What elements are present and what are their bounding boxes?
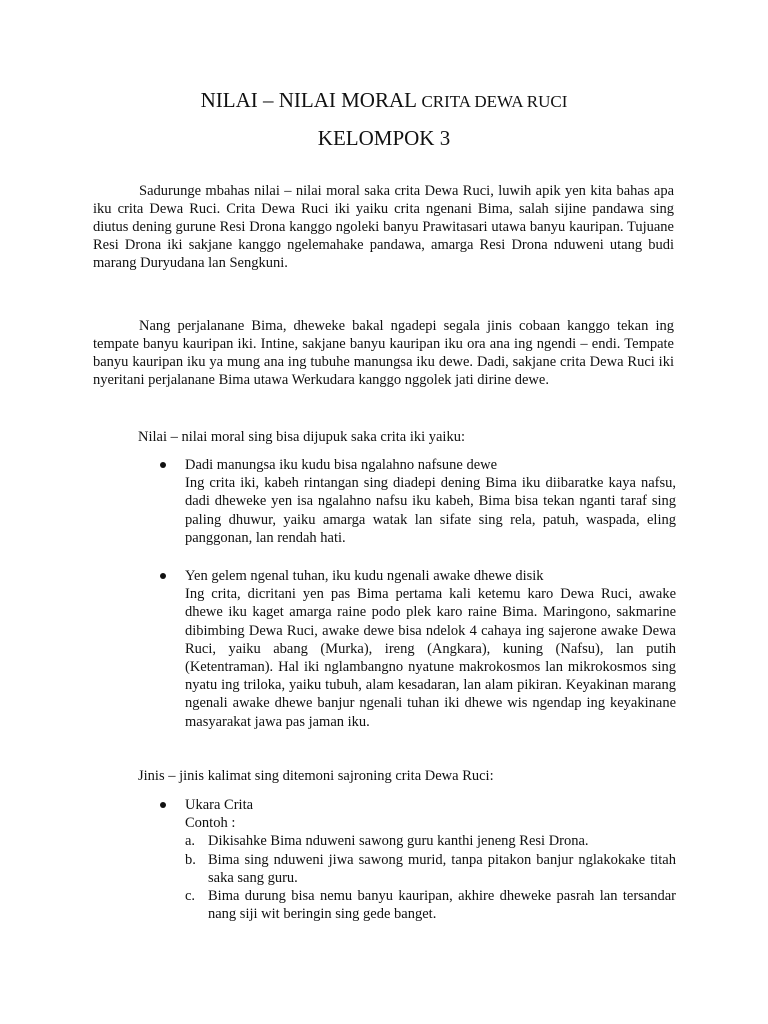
example-marker: a. — [185, 833, 196, 850]
list-item-heading: Yen gelem ngenal tuhan, iku kudu ngenali awake dhewe disik — [185, 568, 544, 584]
example-label: Contoh : — [185, 815, 236, 832]
document-title — [0, 88, 768, 114]
list-item-text: Ing crita iki, kabeh rintangan sing diadepi dening Bima iku diibaratke kaya nafsu, dadi dheweke yen isa ngalahno nafsu iku kabeh, Bima bisa tekan nganti taraf sing paling dhuwur, yaiku amarga watak lan sifate sing rela, patuh, waspada, eling panggonan, lan rendah hati. — [185, 475, 676, 546]
example-item — [185, 832, 676, 850]
list-item-body — [185, 567, 676, 731]
example-text: Dikisahke Bima nduweni sawong guru kanthi jeneng Resi Drona. — [208, 833, 589, 850]
group-title: KELOMPOK 3 — [317, 126, 451, 150]
bullet-dot-icon — [160, 802, 166, 808]
intro-paragraph-text: Sadurunge mbahas nilai – nilai moral saka crita Dewa Ruci, luwih apik yen kita bahas apa iku crita Dewa Ruci. Crita Dewa Ruci iki yaiku crita ngenani Bima, salah sijine pandawa sing diutus dening gurune Resi Drona kanggo ngoleki banyu Prawitasari utawa banyu kauripan. Tujuane Resi Drona iki sakjane kanggo ngelemahake pandawa, amarga Resi Drona nduweni utang budi marang Duryudana lan Sengkuni. — [93, 183, 674, 272]
list-item-body — [185, 796, 676, 923]
list-item-body — [185, 456, 676, 547]
sentence-types-lead: Jinis – jinis kalimat sing ditemoni sajroning crita Dewa Ruci: — [138, 768, 494, 784]
bullet-dot-icon — [160, 573, 166, 579]
example-list — [185, 832, 676, 922]
list-item-text: Ing crita, dicritani yen pas Bima pertama kali ketemu karo Dewa Ruci, awake dhewe iku kaget amarga raine podo plek karo raine Bima. Maringono, sakmarine dibimbing Dewa Ruci, awake dewe bisa ndelok 4 cahaya ing sajerone awake Dewa Ruci, yaiku abang (Murka), ireng (Angkara), kuning (Nafsu), lan putih (Ketentraman). Hal iki nglambangno nyatune makrokosmos lan mikrokosmos sing nyatu ing triloka, yaiku tubuh, alam kesadaran, lan alam pikiran. Keyakinan marang ngenali awake dhewe banjur ngenali tuhan iki dhewe wis ngendap ing keyakinane masyarakat jawa pas jaman iku. — [185, 586, 676, 730]
bullet-dot-icon — [160, 462, 166, 468]
intro-paragraph — [93, 182, 674, 272]
example-text: Bima durung bisa nemu banyu kauripan, akhire dheweke pasrah lan tersandar nang siji wit beringin sing gede banget. — [208, 887, 676, 922]
example-item — [185, 851, 676, 887]
example-marker: c. — [185, 887, 196, 904]
list-item-heading: Ukara Crita — [185, 797, 254, 813]
title-part-b: CRITA DEWA RUCI — [421, 92, 568, 111]
journey-paragraph — [93, 317, 674, 389]
title-part-a: NILAI – NILAI MORAL — [200, 88, 417, 112]
example-marker: b. — [185, 851, 196, 868]
example-item — [185, 887, 676, 923]
journey-paragraph-text: Nang perjalanane Bima, dheweke bakal ngadepi segala jinis cobaan kanggo tekan ing tempate banyu kauripan iki. Intine, sakjane banyu kauripan iku ora ana ing ngendi – endi. Tempate banyu kauripan iku ya mung ana ing tubuhe manungsa iku dewe. Dadi, sakjane crita Dewa Ruci iki nyeritani perjalanane Bima utawa Werkudara kanggo nggolek jati dirine dewe. — [93, 318, 674, 389]
list-item-heading: Dadi manungsa iku kudu bisa ngalahno nafsune dewe — [185, 457, 498, 473]
example-text: Bima sing nduweni jiwa sawong murid, tanpa pitakon banjur nglakokake titah saka sang guru. — [208, 851, 676, 886]
moral-values-lead: Nilai – nilai moral sing bisa dijupuk saka crita iki yaiku: — [138, 429, 465, 445]
